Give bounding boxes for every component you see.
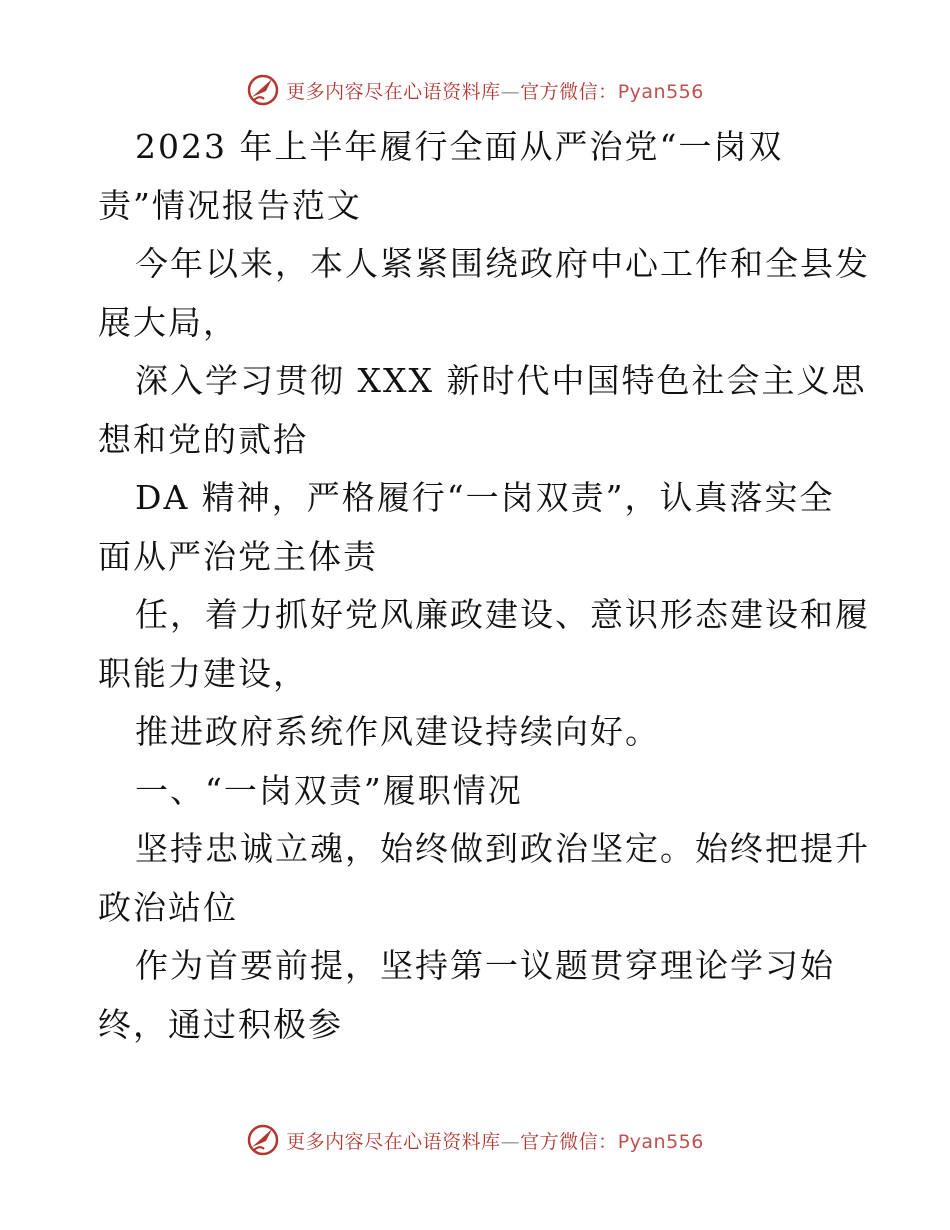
document-line: 坚持忠诚立魂，始终做到政治坚定。始终把提升 bbox=[135, 829, 870, 868]
banner-text-dash: — bbox=[500, 80, 521, 103]
banner-text-wechat: 官方微信： bbox=[520, 80, 618, 103]
quill-logo-icon bbox=[246, 1123, 280, 1157]
document-line: DA 精神，严格履行“一岗双责”，认真落实全 bbox=[135, 478, 835, 517]
document-line: 推进政府系统作风建设持续向好。 bbox=[135, 712, 660, 751]
footer-banner bbox=[0, 1120, 950, 1160]
document-body bbox=[98, 118, 870, 1054]
banner-text bbox=[286, 77, 704, 104]
document-line: 任，着力抓好党风廉政建设、意识形态建设和履 bbox=[135, 595, 870, 634]
banner-text-main: 更多内容尽在心语资料库 bbox=[286, 1130, 501, 1153]
banner-text-main: 更多内容尽在心语资料库 bbox=[286, 80, 501, 103]
document-line: 责”情况报告范文 bbox=[98, 185, 362, 225]
banner-text-wechat: 官方微信： bbox=[520, 1130, 618, 1153]
document-line: 想和党的贰拾 bbox=[98, 419, 308, 459]
banner-text-account: Pyan556 bbox=[617, 80, 704, 103]
header-banner bbox=[0, 70, 950, 110]
document-line: 职能力建设， bbox=[98, 653, 308, 693]
document-line: 今年以来，本人紧紧围绕政府中心工作和全县发 bbox=[135, 244, 870, 283]
banner-text bbox=[286, 1127, 704, 1154]
quill-logo-icon bbox=[246, 73, 280, 107]
document-line: 终，通过积极参 bbox=[98, 1004, 343, 1044]
document-line: 展大局， bbox=[98, 302, 238, 342]
document-line: 2023 年上半年履行全面从严治党“一岗双 bbox=[135, 127, 784, 166]
document-line: 一、“一岗双责”履职情况 bbox=[135, 770, 523, 810]
document-line: 面从严治党主体责 bbox=[98, 536, 378, 576]
document-line: 作为首要前提，坚持第一议题贯穿理论学习始 bbox=[135, 946, 835, 985]
banner-text-dash: — bbox=[500, 1130, 521, 1153]
document-line: 政治站位 bbox=[98, 887, 238, 927]
banner-text-account: Pyan556 bbox=[617, 1130, 704, 1153]
document-line: 深入学习贯彻 XXX 新时代中国特色社会主义思 bbox=[135, 361, 867, 400]
